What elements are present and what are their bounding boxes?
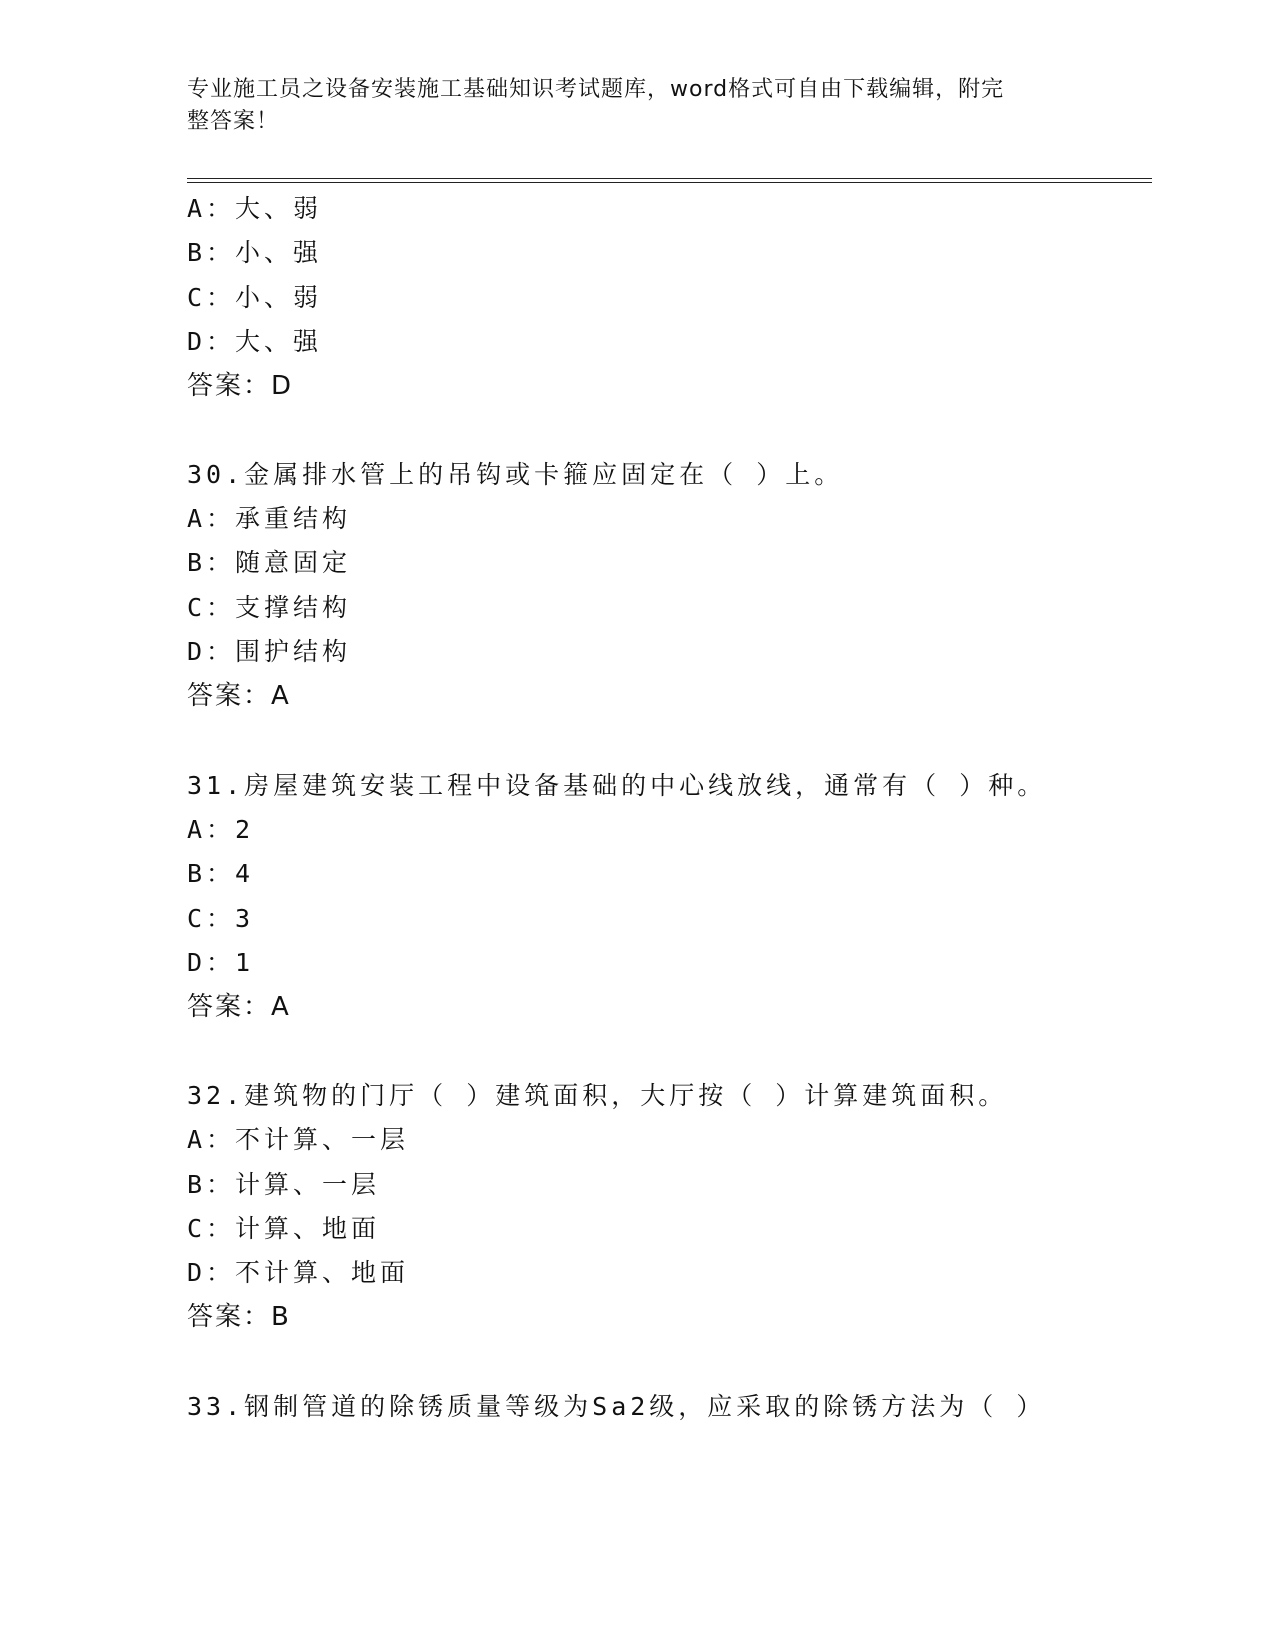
q30-option-a: A：承重结构 — [187, 504, 352, 533]
q31-question: 31.房屋建筑安装工程中设备基础的中心线放线，通常有（ ）种。 — [187, 771, 1047, 800]
q30-option-c: C：支撑结构 — [187, 593, 352, 622]
q31-option-a: A：2 — [187, 815, 255, 844]
q29-option-d: D：大、强 — [187, 327, 323, 356]
q33-question: 33.钢制管道的除锈质量等级为Sa2级，应采取的除锈方法为（ ） — [187, 1392, 1046, 1421]
q30-option-d: D：围护结构 — [187, 637, 352, 666]
q32-question: 32.建筑物的门厅（ ）建筑面积，大厅按（ ）计算建筑面积。 — [187, 1081, 1008, 1110]
header-line-2: 整答案！ — [187, 109, 280, 134]
q30-answer: 答案：A — [187, 681, 291, 711]
q32-option-b: B：计算、一层 — [187, 1170, 381, 1199]
q31-option-b: B：4 — [187, 859, 255, 888]
q29-option-c: C：小、弱 — [187, 283, 323, 312]
q30-option-b: B：随意固定 — [187, 548, 352, 577]
q32-answer: 答案：B — [187, 1302, 291, 1332]
q32-option-d: D：不计算、地面 — [187, 1258, 410, 1287]
q31-answer: 答案：A — [187, 992, 291, 1022]
q32-option-a: A：不计算、一层 — [187, 1125, 410, 1154]
header-divider-top — [187, 178, 1152, 179]
q32-option-c: C：计算、地面 — [187, 1214, 381, 1243]
q29-answer: 答案：D — [187, 371, 294, 401]
header-divider-bottom — [187, 182, 1152, 183]
q31-option-c: C：3 — [187, 904, 255, 933]
q30-question: 30.金属排水管上的吊钩或卡箍应固定在（ ）上。 — [187, 460, 844, 489]
header-line-1: 专业施工员之设备安装施工基础知识考试题库，word格式可自由下载编辑，附完 — [187, 77, 1005, 102]
q31-option-d: D：1 — [187, 948, 255, 977]
q29-option-a: A：大、弱 — [187, 194, 323, 223]
document-header — [187, 74, 1067, 138]
q29-option-b: B：小、强 — [187, 238, 323, 267]
